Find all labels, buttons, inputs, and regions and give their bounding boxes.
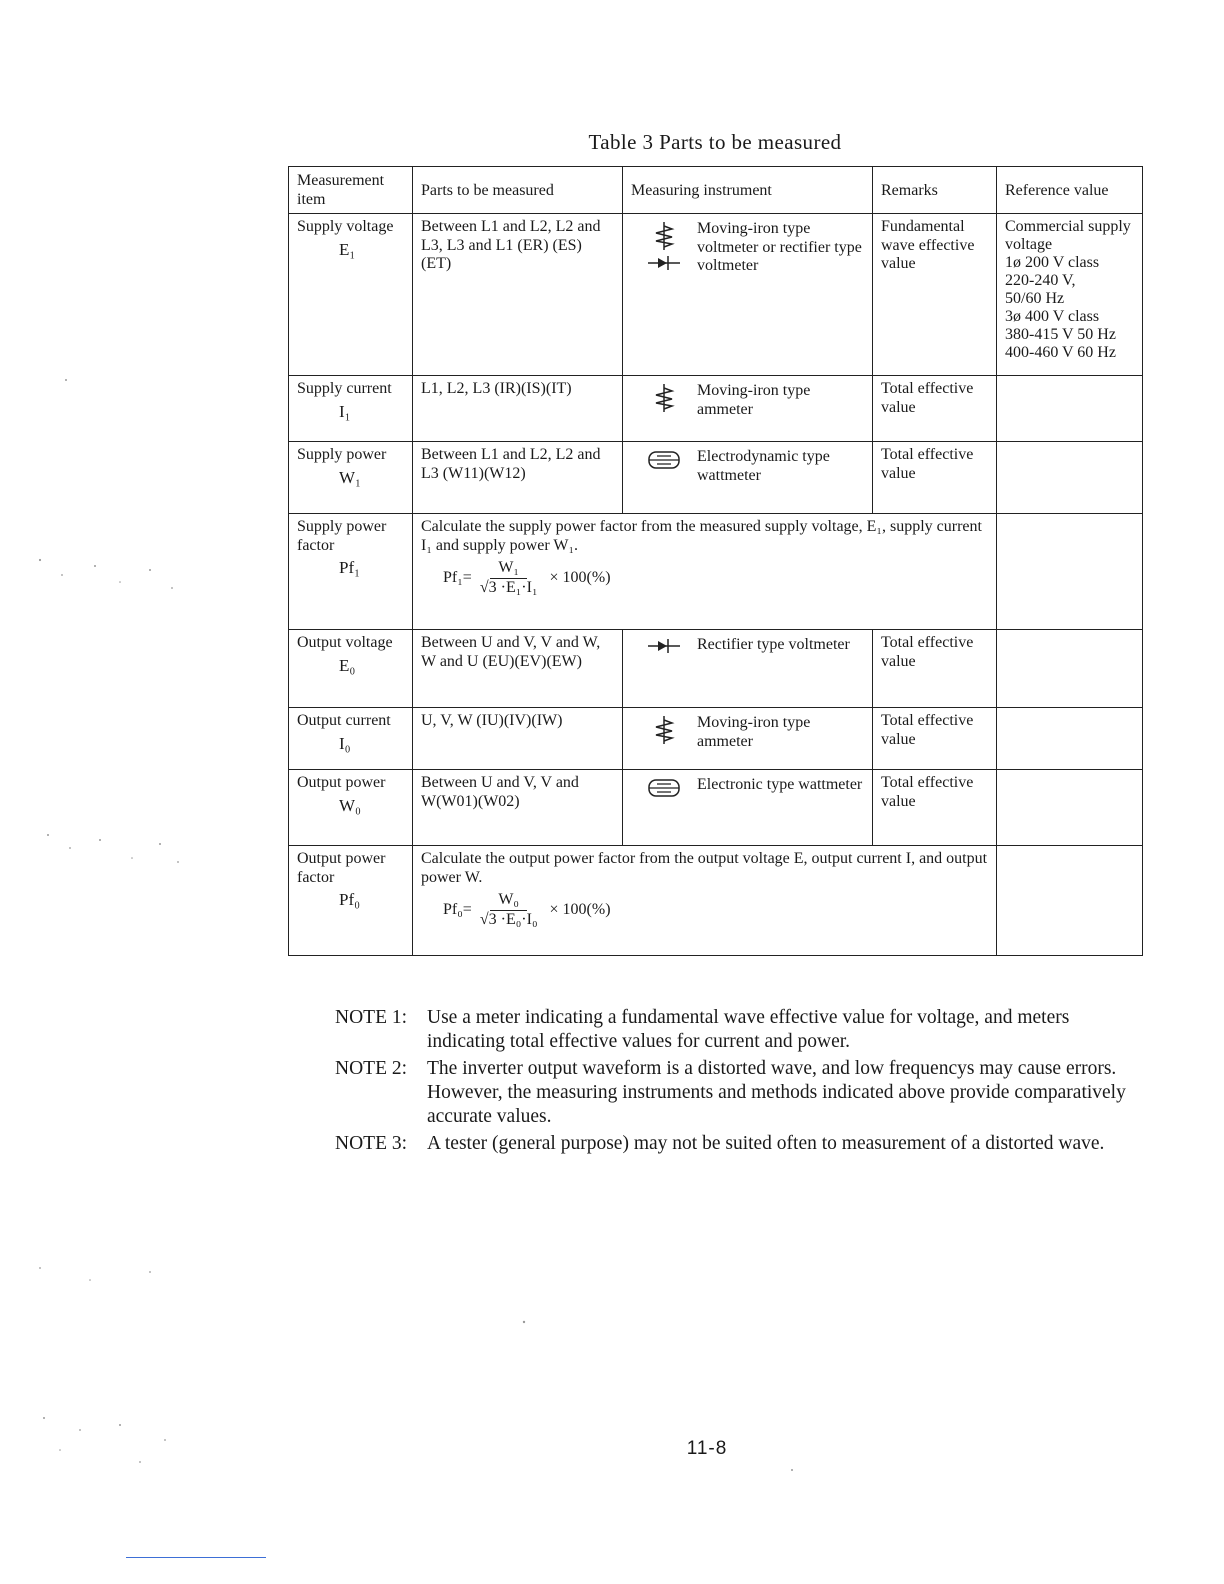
instrument-icons — [631, 446, 697, 474]
bottom-rule — [126, 1557, 266, 1558]
table-row — [289, 376, 1143, 442]
remarks-cell: Fundamental wave effective value — [873, 214, 997, 376]
table-row — [289, 514, 1143, 630]
note-label: NOTE 3: — [335, 1133, 408, 1154]
instrument-icons — [631, 774, 697, 802]
reference-line: 220-240 V, — [1005, 272, 1076, 289]
formula-denominator: √3 ·E₀·I₀ — [479, 910, 538, 928]
measurement-symbol: I₁ — [339, 401, 351, 421]
reference-cell — [997, 770, 1143, 846]
measurement-item-cell — [289, 442, 413, 514]
instrument-icons — [631, 218, 697, 275]
reference-cell — [997, 630, 1143, 708]
reference-line: Commercial supply voltage — [1005, 218, 1131, 253]
measurement-item-cell — [289, 630, 413, 708]
parts-cell: L1, L2, L3 (IR)(IS)(IT) — [413, 376, 623, 442]
header-parts: Parts to be measured — [413, 167, 623, 214]
measurement-item-cell — [289, 214, 413, 376]
note-1 — [335, 1006, 1145, 1054]
measurement-item: Output voltage — [297, 634, 393, 651]
instrument-icons — [631, 634, 697, 658]
measurement-item-cell — [289, 708, 413, 770]
reference-cell — [997, 708, 1143, 770]
formula-fraction — [474, 559, 544, 597]
reference-cell — [997, 214, 1143, 376]
measurement-item: Output power — [297, 774, 386, 791]
instrument-text: Electrodynamic type wattmeter — [697, 448, 830, 484]
parts-cell: Between U and V, V and W(W01)(W02) — [413, 770, 623, 846]
moving-iron-icon — [653, 383, 675, 416]
parts-cell: U, V, W (IU)(IV)(IW) — [413, 708, 623, 770]
formula-suffix: × 100(%) — [549, 568, 611, 586]
remarks-cell: Total effective value — [873, 376, 997, 442]
header-reference: Reference value — [997, 167, 1143, 214]
note-text: Use a meter indicating a fundamental wave effective value for voltage, and meters indicating total effective values for current and power. — [427, 1007, 1070, 1052]
formula-numerator: W₁ — [490, 559, 527, 579]
remarks-cell: Total effective value — [873, 630, 997, 708]
power-factor-formula — [443, 891, 611, 929]
measurement-table — [288, 166, 1143, 956]
formula-fraction — [474, 891, 544, 929]
measurement-symbol: E₀ — [339, 655, 356, 675]
parts-cell: Between L1 and L2, L2 and L3 (W11)(W12) — [413, 442, 623, 514]
note-2 — [335, 1057, 1145, 1129]
reference-line: 380-415 V 50 Hz — [1005, 326, 1116, 343]
measurement-symbol: Pf₁ — [339, 558, 361, 577]
instrument-text: Electronic type wattmeter — [697, 776, 863, 793]
instrument-wrap — [631, 712, 864, 751]
measurement-item: Supply power — [297, 446, 387, 463]
reference-cell — [997, 514, 1143, 630]
calculation-text: Calculate the supply power factor from the measured supply voltage, E₁, supply current I₁ and supply power W₁. — [421, 518, 982, 554]
instrument-wrap — [631, 218, 864, 276]
instrument-text: Moving-iron type ammeter — [697, 382, 811, 418]
page-number: 11-8 — [686, 1438, 728, 1459]
table-row — [289, 214, 1143, 376]
table-row — [289, 708, 1143, 770]
measurement-symbol: E₁ — [339, 239, 356, 259]
note-3 — [335, 1132, 1145, 1156]
reference-cell — [997, 846, 1143, 956]
instrument-wrap — [631, 774, 864, 802]
measurement-item: Supply current — [297, 380, 392, 397]
formula-suffix: × 100(%) — [549, 900, 611, 918]
formula-lhs: Pf₁= — [443, 568, 472, 586]
formula-denominator: √3 ·E₁·I₁ — [479, 578, 538, 596]
rectifier-icon — [646, 254, 682, 275]
electrodynamic-icon — [646, 449, 682, 474]
remarks-cell: Total effective value — [873, 770, 997, 846]
table-row — [289, 630, 1143, 708]
header-measurement-item: Measurement item — [289, 167, 413, 214]
reference-line: 50/60 Hz — [1005, 290, 1065, 307]
table-header-row — [289, 167, 1143, 214]
moving-iron-icon — [653, 221, 675, 254]
table-caption: Table 3 Parts to be measured — [588, 130, 842, 154]
reference-line: 400-460 V 60 Hz — [1005, 344, 1116, 361]
power-factor-formula — [443, 559, 611, 597]
table-row — [289, 770, 1143, 846]
instrument-cell — [623, 770, 873, 846]
table-body — [289, 214, 1143, 956]
table-row — [289, 846, 1143, 956]
reference-cell — [997, 442, 1143, 514]
instrument-wrap — [631, 446, 864, 485]
instrument-cell — [623, 214, 873, 376]
measurement-item-cell — [289, 514, 413, 630]
instrument-wrap — [631, 380, 864, 419]
note-text: A tester (general purpose) may not be suited often to measurement of a distorted wave. — [427, 1133, 1105, 1154]
calculation-text: Calculate the output power factor from the output voltage E, output current I, and output power W. — [421, 850, 988, 886]
instrument-icons — [631, 712, 697, 748]
table-row — [289, 442, 1143, 514]
instrument-cell — [623, 708, 873, 770]
measurement-item: Supply voltage — [297, 218, 394, 235]
measurement-item-cell — [289, 846, 413, 956]
instrument-cell — [623, 376, 873, 442]
parts-cell: Between U and V, V and W, W and U (EU)(EV)(EW) — [413, 630, 623, 708]
instrument-text: Rectifier type voltmeter — [697, 636, 850, 653]
header-remarks: Remarks — [873, 167, 997, 214]
measurement-item: Output current — [297, 712, 391, 729]
reference-line: 3ø 400 V class — [1005, 308, 1100, 325]
notes-section — [335, 1006, 1145, 1159]
calculation-cell — [413, 846, 997, 956]
calculation-cell — [413, 514, 997, 630]
header-instrument: Measuring instrument — [623, 167, 873, 214]
measurement-symbol: I₀ — [339, 733, 351, 753]
instrument-text: Moving-iron type voltmeter or rectifier type voltmeter — [697, 220, 862, 274]
rectifier-icon — [646, 637, 682, 658]
reference-cell — [997, 376, 1143, 442]
reference-line: 1ø 200 V class — [1005, 254, 1100, 271]
instrument-cell — [623, 442, 873, 514]
measurement-symbol: W₀ — [339, 795, 361, 815]
moving-iron-icon — [653, 715, 675, 748]
note-label: NOTE 2: — [335, 1058, 408, 1079]
measurement-item-cell — [289, 376, 413, 442]
formula-numerator: W₀ — [490, 891, 527, 911]
note-label: NOTE 1: — [335, 1007, 408, 1028]
measurement-symbol: W₁ — [339, 467, 361, 487]
measurement-item: Output power factor — [297, 850, 386, 886]
electrodynamic-icon — [646, 777, 682, 802]
parts-cell: Between L1 and L2, L2 and L3, L3 and L1 (ER) (ES) (ET) — [413, 214, 623, 376]
note-text: The inverter output waveform is a distorted wave, and low frequencys may cause errors. However, the measuring instruments and methods indicated above provide comparatively accurate values. — [427, 1058, 1126, 1127]
formula-lhs: Pf₀= — [443, 900, 472, 918]
instrument-wrap — [631, 634, 864, 658]
instrument-cell — [623, 630, 873, 708]
instrument-text: Moving-iron type ammeter — [697, 714, 811, 750]
measurement-symbol: Pf₀ — [339, 890, 361, 909]
remarks-cell: Total effective value — [873, 708, 997, 770]
measurement-item-cell — [289, 770, 413, 846]
remarks-cell: Total effective value — [873, 442, 997, 514]
measurement-item: Supply power factor — [297, 518, 387, 554]
instrument-icons — [631, 380, 697, 416]
